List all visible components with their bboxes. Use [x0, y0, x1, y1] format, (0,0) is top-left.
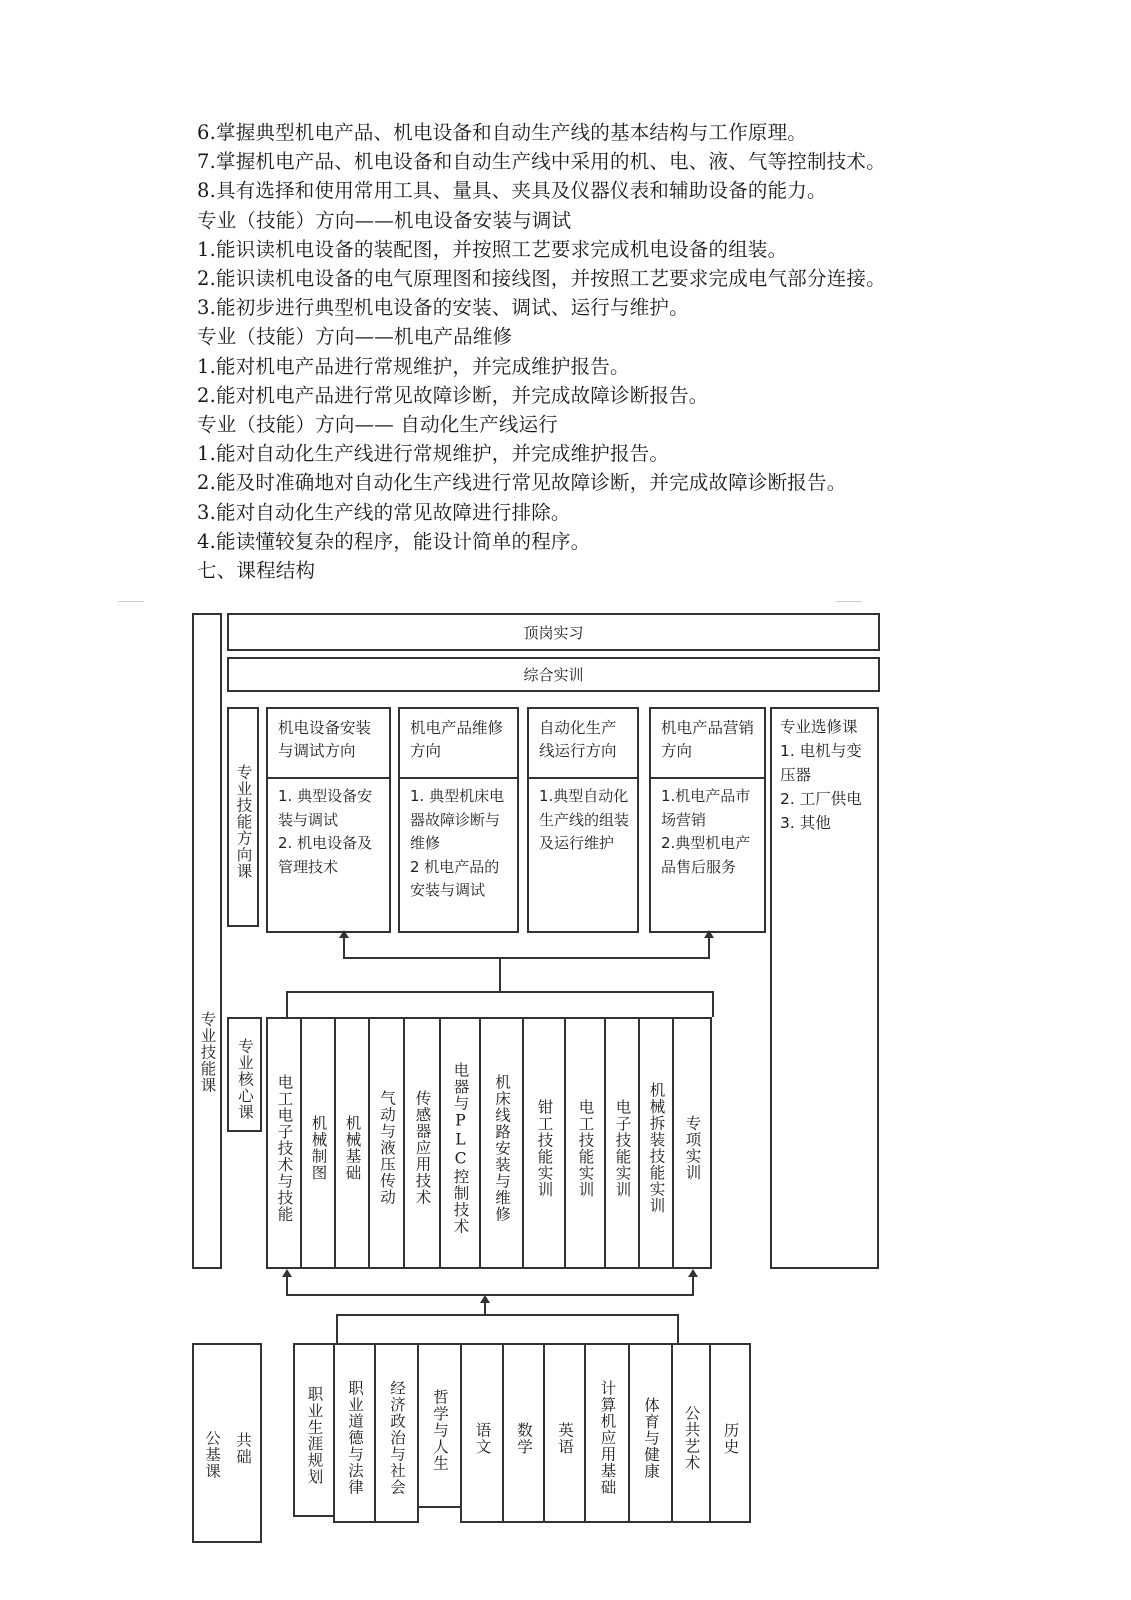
- section-heading: 专业（技能）方向——机电产品维修: [197, 325, 513, 349]
- text-block: [197, 118, 1097, 585]
- public-course-text: 职业道德与法律: [346, 1380, 364, 1496]
- direction-box-install: [266, 707, 391, 933]
- connector-line: [484, 1301, 486, 1315]
- text-line: 3.能初步进行典型机电设备的安装、调试、运行与维护。: [197, 296, 689, 320]
- core-course-cell: [604, 1017, 640, 1269]
- core-course-cell: [368, 1017, 405, 1269]
- top-bar-internship-text: 顶岗实习: [523, 623, 584, 642]
- core-course-cell: [564, 1017, 606, 1269]
- core-course-cell: [439, 1017, 481, 1269]
- public-course-text: 语文: [473, 1421, 492, 1455]
- text-line: 1.能对机电产品进行常规维护，并完成维护报告。: [197, 354, 630, 378]
- connector-line: [343, 957, 710, 959]
- arrow-up-icon: [339, 930, 349, 938]
- public-course-cell: [417, 1343, 462, 1508]
- top-bar-training: [227, 657, 880, 692]
- elective-course-text: 专业选修课 1. 电机与变压器 2. 工厂供电 3. 其他: [780, 718, 862, 832]
- core-course-text: 机床线路安装与维修: [493, 1073, 511, 1223]
- elective-course-box: [770, 707, 879, 1269]
- direction-title: 自动化生产线运行方向: [529, 709, 637, 779]
- core-course-cell: [403, 1017, 441, 1269]
- core-course-cell: [334, 1017, 370, 1269]
- core-course-text: 电子技能实训: [613, 1098, 632, 1198]
- core-course-cell: [638, 1017, 674, 1269]
- direction-course-label-text: 专业技能方向课: [234, 764, 253, 880]
- connector-line: [336, 1314, 679, 1316]
- section-heading: 专业（技能）方向——机电设备安装与调试: [197, 208, 572, 232]
- direction-body: 1.典型自动化生产线的组装及运行维护: [539, 787, 630, 852]
- direction-title: 机电产品维修方向: [400, 709, 517, 779]
- core-course-text: 电工技能实训: [576, 1098, 595, 1198]
- connector-line: [712, 991, 714, 1017]
- direction-body: 1. 典型机床电器故障诊断与维修 2 机电产品的安装与调试: [410, 787, 505, 899]
- public-course-text: 体育与健康: [642, 1396, 660, 1480]
- public-course-text: 数学: [515, 1421, 533, 1455]
- skill-course-label-text: 专业技能课: [198, 1010, 217, 1094]
- connector-line: [499, 957, 501, 993]
- core-course-cell: [300, 1017, 336, 1269]
- text-line: 7.掌握机电产品、机电设备和自动生产线中采用的机、电、液、气等控制技术。: [197, 150, 886, 174]
- direction-box-automation: [527, 707, 639, 933]
- connector-line: [286, 991, 288, 1017]
- public-course-cell: [333, 1343, 376, 1523]
- public-course-text: 经济政治与社会: [388, 1380, 406, 1496]
- text-line: 4.能读懂较复杂的程序，能设计简单的程序。: [197, 529, 591, 553]
- connector-line: [286, 1294, 694, 1296]
- core-course-cell: [672, 1017, 712, 1269]
- chapter-heading: 七、课程结构: [197, 559, 316, 583]
- public-course-cell: [584, 1343, 630, 1523]
- text-line: 1.能对自动化生产线进行常规维护，并完成维护报告。: [197, 442, 670, 466]
- core-course-text: 机械拆装技能实训: [647, 1082, 666, 1214]
- core-course-text: 电工电子技术与技能: [275, 1073, 294, 1223]
- connector-line: [692, 1275, 694, 1295]
- direction-title: 机电设备安装与调试方向: [268, 709, 389, 779]
- public-course-cell: [293, 1343, 335, 1517]
- core-course-text: 机械制图: [309, 1115, 328, 1181]
- text-line: 1.能识读机电设备的装配图，并按照工艺要求完成机电设备的组装。: [197, 237, 788, 261]
- core-course-text: 传感器应用技术: [413, 1090, 432, 1206]
- core-course-cell: [266, 1017, 302, 1269]
- text-line: 2.能及时准确地对自动化生产线进行常见故障诊断，并完成故障诊断报告。: [197, 471, 847, 495]
- direction-box-repair: [398, 707, 519, 933]
- public-course-text: 哲学与人生: [431, 1389, 449, 1472]
- connector-line: [286, 991, 714, 993]
- text-line: 6.掌握典型机电产品、机电设备和自动生产线的基本结构与工作原理。: [197, 121, 808, 144]
- direction-box-marketing: [649, 707, 766, 933]
- text-line: 8.具有选择和使用常用工具、量具、夹具及仪器仪表和辅助设备的能力。: [197, 179, 827, 203]
- direction-course-label: [227, 707, 259, 927]
- connector-line: [677, 1314, 679, 1343]
- margin-mark-right: [836, 601, 862, 602]
- public-course-cell: [374, 1343, 419, 1523]
- public-basic-label: [192, 1343, 262, 1543]
- connector-line: [708, 936, 710, 958]
- direction-body: 1.机电产品市场营销 2.典型机电产品售后服务: [661, 787, 751, 876]
- margin-mark-left: [118, 601, 144, 602]
- text-line: 3.能对自动化生产线的常见故障进行排除。: [197, 500, 571, 524]
- connector-line: [336, 1314, 338, 1343]
- connector-line: [343, 936, 345, 958]
- core-course-text: 气动与液压传动: [378, 1090, 396, 1206]
- core-course-text: 专项实训: [683, 1115, 702, 1181]
- direction-title: 机电产品营销方向: [651, 709, 764, 779]
- core-course-cell: [522, 1017, 566, 1269]
- core-course-text: 钳工技能实训: [535, 1098, 554, 1198]
- public-basic-label-text: 共础: [234, 1431, 252, 1465]
- public-course-cell: [543, 1343, 586, 1523]
- skill-course-label: [192, 613, 222, 1269]
- public-course-text: 公共艺术: [682, 1405, 701, 1471]
- public-course-cell: [671, 1343, 711, 1523]
- top-bar-internship: [227, 613, 880, 651]
- public-basic-label-text: 公基课: [203, 1430, 221, 1480]
- arrow-up-icon: [704, 930, 714, 938]
- public-course-text: 职业生涯规划: [305, 1385, 324, 1485]
- core-course-label-text: 专业核心课: [236, 1038, 254, 1121]
- public-course-text: 英语: [556, 1421, 574, 1455]
- core-course-cell: [479, 1017, 524, 1269]
- text-line: 2.能识读机电设备的电气原理图和接线图，并按照工艺要求完成电气部分连接。: [197, 267, 886, 291]
- connector-line: [286, 1275, 288, 1295]
- arrow-up-icon: [688, 1269, 698, 1277]
- arrow-up-icon: [282, 1269, 292, 1277]
- public-course-cell: [628, 1343, 673, 1523]
- text-line: 2.能对机电产品进行常见故障诊断，并完成故障诊断报告。: [197, 383, 709, 407]
- core-course-label: [227, 1017, 262, 1132]
- public-course-text: 计算机应用基础: [598, 1380, 617, 1496]
- section-heading: 专业（技能）方向—— 自动化生产线运行: [197, 413, 558, 437]
- core-course-text: 电器与PLC控制技术: [451, 1061, 470, 1235]
- public-course-cell: [460, 1343, 504, 1523]
- arrow-up-icon: [480, 1295, 490, 1303]
- direction-body: 1. 典型设备安装与调试 2. 机电设备及管理技术: [278, 787, 373, 876]
- public-course-text: 历史: [721, 1421, 740, 1455]
- public-course-cell: [709, 1343, 751, 1523]
- public-course-cell: [502, 1343, 545, 1523]
- top-bar-training-text: 综合实训: [523, 666, 584, 684]
- core-course-text: 机械基础: [343, 1115, 362, 1181]
